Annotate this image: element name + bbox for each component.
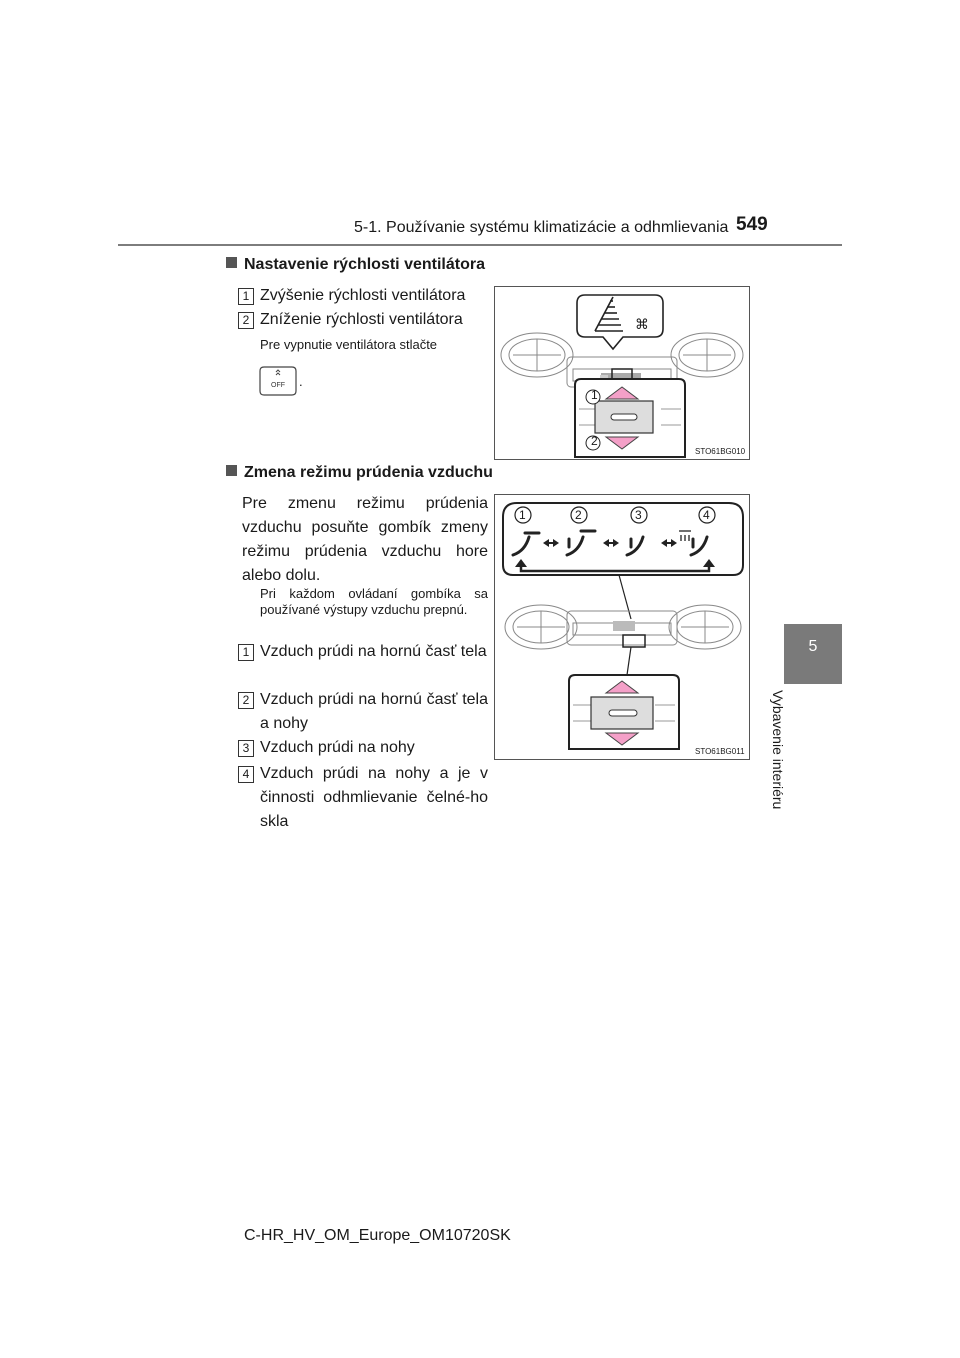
section2-body: Pre zmenu režimu prúdenia vzduchu posuňte gombík zmeny režimu prúdenia vzduchu hore alebo dolu.: [242, 495, 488, 584]
list-item: [238, 284, 488, 308]
list-item-text: Zvýšenie rýchlosti ventilátora: [260, 287, 466, 304]
section2-note: Pri každom ovládaní gombíka sa používané výstupy vzduchu prepnú.: [260, 586, 488, 617]
note-period: .: [299, 374, 303, 389]
running-header-title: 5-1. Používanie systému klimatizácie a odhmlievania: [354, 219, 729, 236]
figure-code: STO61BG010: [695, 447, 746, 456]
list-item: [238, 640, 488, 664]
figure-callout: 3: [635, 508, 642, 522]
section-heading-airflow-mode: [226, 464, 493, 482]
figure-fan-speed: [494, 286, 750, 460]
chapter-tab-label-text: Vybavenie interiéru: [770, 690, 786, 810]
button-label: OFF: [271, 382, 285, 389]
section-heading-fan-speed: [226, 256, 485, 274]
figure-callout: 2: [575, 508, 582, 522]
list-item-text: Vzduch prúdi na nohy a je v činnosti odhmlievanie čelné-ho skla: [260, 765, 488, 830]
footer-doc-id: C-HR_HV_OM_Europe_OM10720SK: [244, 1227, 511, 1244]
chapter-tab-number: 5: [808, 638, 818, 655]
section-bullet-square: [226, 257, 237, 268]
chapter-tab-label: [770, 690, 804, 820]
list-item-text: Vzduch prúdi na hornú časť tela a nohy: [260, 691, 488, 732]
section-heading-text: Nastavenie rýchlosti ventilátora: [244, 256, 485, 273]
step-number-badge: 4: [238, 766, 254, 783]
step-number-badge: 3: [238, 740, 254, 757]
list-item: [238, 308, 488, 332]
header-rule: [118, 244, 842, 246]
fan-off-button-icon: [258, 364, 302, 398]
note-fan-off: [260, 337, 488, 353]
list-item-text: Vzduch prúdi na hornú časť tela: [260, 643, 487, 660]
section-heading-text: Zmena režimu prúdenia vzduchu: [244, 464, 493, 481]
section-bullet-square: [226, 465, 237, 476]
list-item-text: Zníženie rýchlosti ventilátora: [260, 311, 463, 328]
page-number: 549: [736, 214, 768, 235]
list-item: [238, 736, 488, 760]
list-item-text: Vzduch prúdi na nohy: [260, 739, 415, 756]
figure-airflow-mode: [494, 494, 750, 760]
step-number-badge: 1: [238, 644, 254, 661]
list-item: [238, 688, 488, 732]
note-text: Pre vypnutie ventilátora stlačte: [260, 337, 438, 352]
figure-callout: 1: [519, 508, 526, 522]
figure-callout: 1: [591, 388, 598, 402]
figure-callout: 4: [703, 508, 710, 522]
figure-callout: 2: [591, 434, 598, 448]
list-item: [238, 762, 488, 830]
svg-text:⌘: ⌘: [635, 317, 649, 333]
step-number-badge: 2: [238, 312, 254, 329]
step-number-badge: 1: [238, 288, 254, 305]
step-number-badge: 2: [238, 692, 254, 709]
figure-code: STO61BG011: [695, 747, 745, 756]
